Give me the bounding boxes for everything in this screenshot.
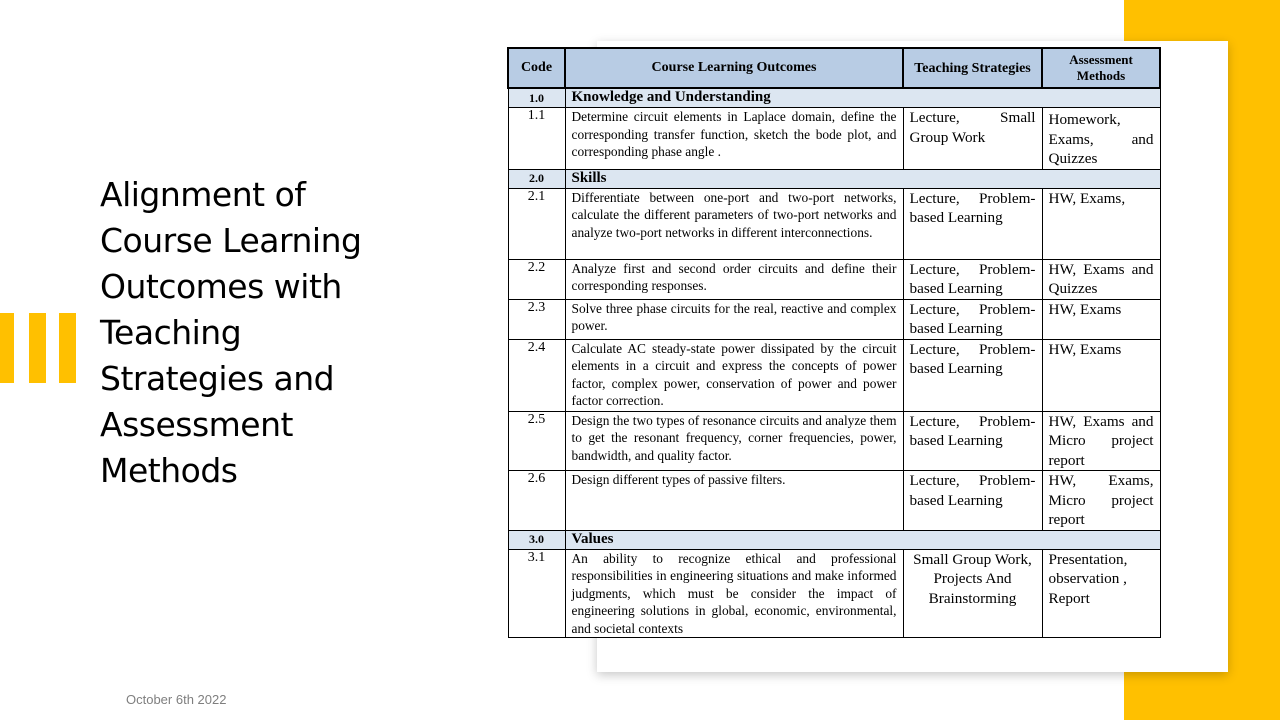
section-title: Values (565, 530, 1160, 549)
row-code: 2.3 (508, 299, 565, 339)
row-outcome: Solve three phase circuits for the real, reactive and complex power. (565, 299, 903, 339)
section-row-values (508, 530, 1160, 549)
table-row (508, 549, 1160, 638)
decorative-bar (59, 313, 76, 383)
table-row (508, 188, 1160, 259)
row-teaching: Lecture, Problem-based Learning (903, 188, 1042, 259)
row-outcome: Determine circuit elements in Laplace domain, define the corresponding transfer function, sketch the bode plot, and corresponding phase angle . (565, 108, 903, 170)
table-row (508, 108, 1160, 170)
row-outcome: Calculate AC steady-state power dissipated by the circuit elements in a circuit and express the concepts of power factor, complex power, conservation of power and power factor correction. (565, 339, 903, 411)
header-outcomes: Course Learning Outcomes (565, 48, 903, 88)
row-code: 1.1 (508, 108, 565, 170)
decorative-bar (0, 313, 14, 383)
row-assessment: HW, Exams, (1042, 188, 1160, 259)
table-row (508, 339, 1160, 411)
table-row (508, 259, 1160, 299)
row-code: 2.4 (508, 339, 565, 411)
row-teaching: Lecture, Problem-based Learning (903, 471, 1042, 531)
row-outcome: Design the two types of resonance circuits and analyze them to get the resonant frequency, corner frequencies, power, bandwidth, and quality factor. (565, 411, 903, 471)
table-row (508, 299, 1160, 339)
row-assessment: HW, Exams, Micro project report (1042, 471, 1160, 531)
row-assessment: HW, Exams (1042, 339, 1160, 411)
row-assessment: HW, Exams and Micro project report (1042, 411, 1160, 471)
table-row (508, 411, 1160, 471)
row-outcome: An ability to recognize ethical and professional responsibilities in engineering situations and make informed judgments, which must be consider the impact of engineering solutions in global, economic, environmental, and societal contexts (565, 549, 903, 638)
row-assessment: Homework, Exams, and Quizzes (1042, 108, 1160, 170)
section-code: 2.0 (508, 169, 565, 188)
section-code: 1.0 (508, 88, 565, 108)
row-outcome: Differentiate between one-port and two-port networks, calculate the different parameters of two-port networks and analyze two-port networks in different interconnections. (565, 188, 903, 259)
row-code: 2.2 (508, 259, 565, 299)
header-assessment-methods: Assessment Methods (1042, 48, 1160, 88)
row-code: 2.1 (508, 188, 565, 259)
table-row (508, 471, 1160, 531)
row-teaching: Lecture, Problem-based Learning (903, 259, 1042, 299)
row-outcome: Design different types of passive filters. (565, 471, 903, 531)
outcomes-table-container (507, 47, 1159, 638)
section-row-skills (508, 169, 1160, 188)
decorative-bars (0, 313, 78, 383)
row-teaching: Lecture, Problem-based Learning (903, 299, 1042, 339)
section-title: Skills (565, 169, 1160, 188)
slide-date: October 6th 2022 (126, 692, 227, 707)
header-code: Code (508, 48, 565, 88)
row-outcome: Analyze first and second order circuits and define their corresponding responses. (565, 259, 903, 299)
row-teaching: Lecture, Problem-based Learning (903, 411, 1042, 471)
section-code: 3.0 (508, 530, 565, 549)
row-code: 2.6 (508, 471, 565, 531)
decorative-bar (29, 313, 46, 383)
outcomes-table (507, 47, 1161, 638)
row-teaching: Small Group Work, Projects And Brainstorming (903, 549, 1042, 638)
header-teaching-strategies: Teaching Strategies (903, 48, 1042, 88)
table-header-row (508, 48, 1160, 88)
row-assessment: HW, Exams and Quizzes (1042, 259, 1160, 299)
row-teaching: Lecture, Problem-based Learning (903, 339, 1042, 411)
row-assessment: Presentation, observation , Report (1042, 549, 1160, 638)
row-teaching: Lecture, Small Group Work (903, 108, 1042, 170)
section-row-knowledge (508, 88, 1160, 108)
row-code: 2.5 (508, 411, 565, 471)
row-assessment: HW, Exams (1042, 299, 1160, 339)
slide-title: Alignment of Course Learning Outcomes with Teaching Strategies and Assessment Methods (100, 175, 362, 490)
row-code: 3.1 (508, 549, 565, 638)
section-title: Knowledge and Understanding (565, 88, 1160, 108)
